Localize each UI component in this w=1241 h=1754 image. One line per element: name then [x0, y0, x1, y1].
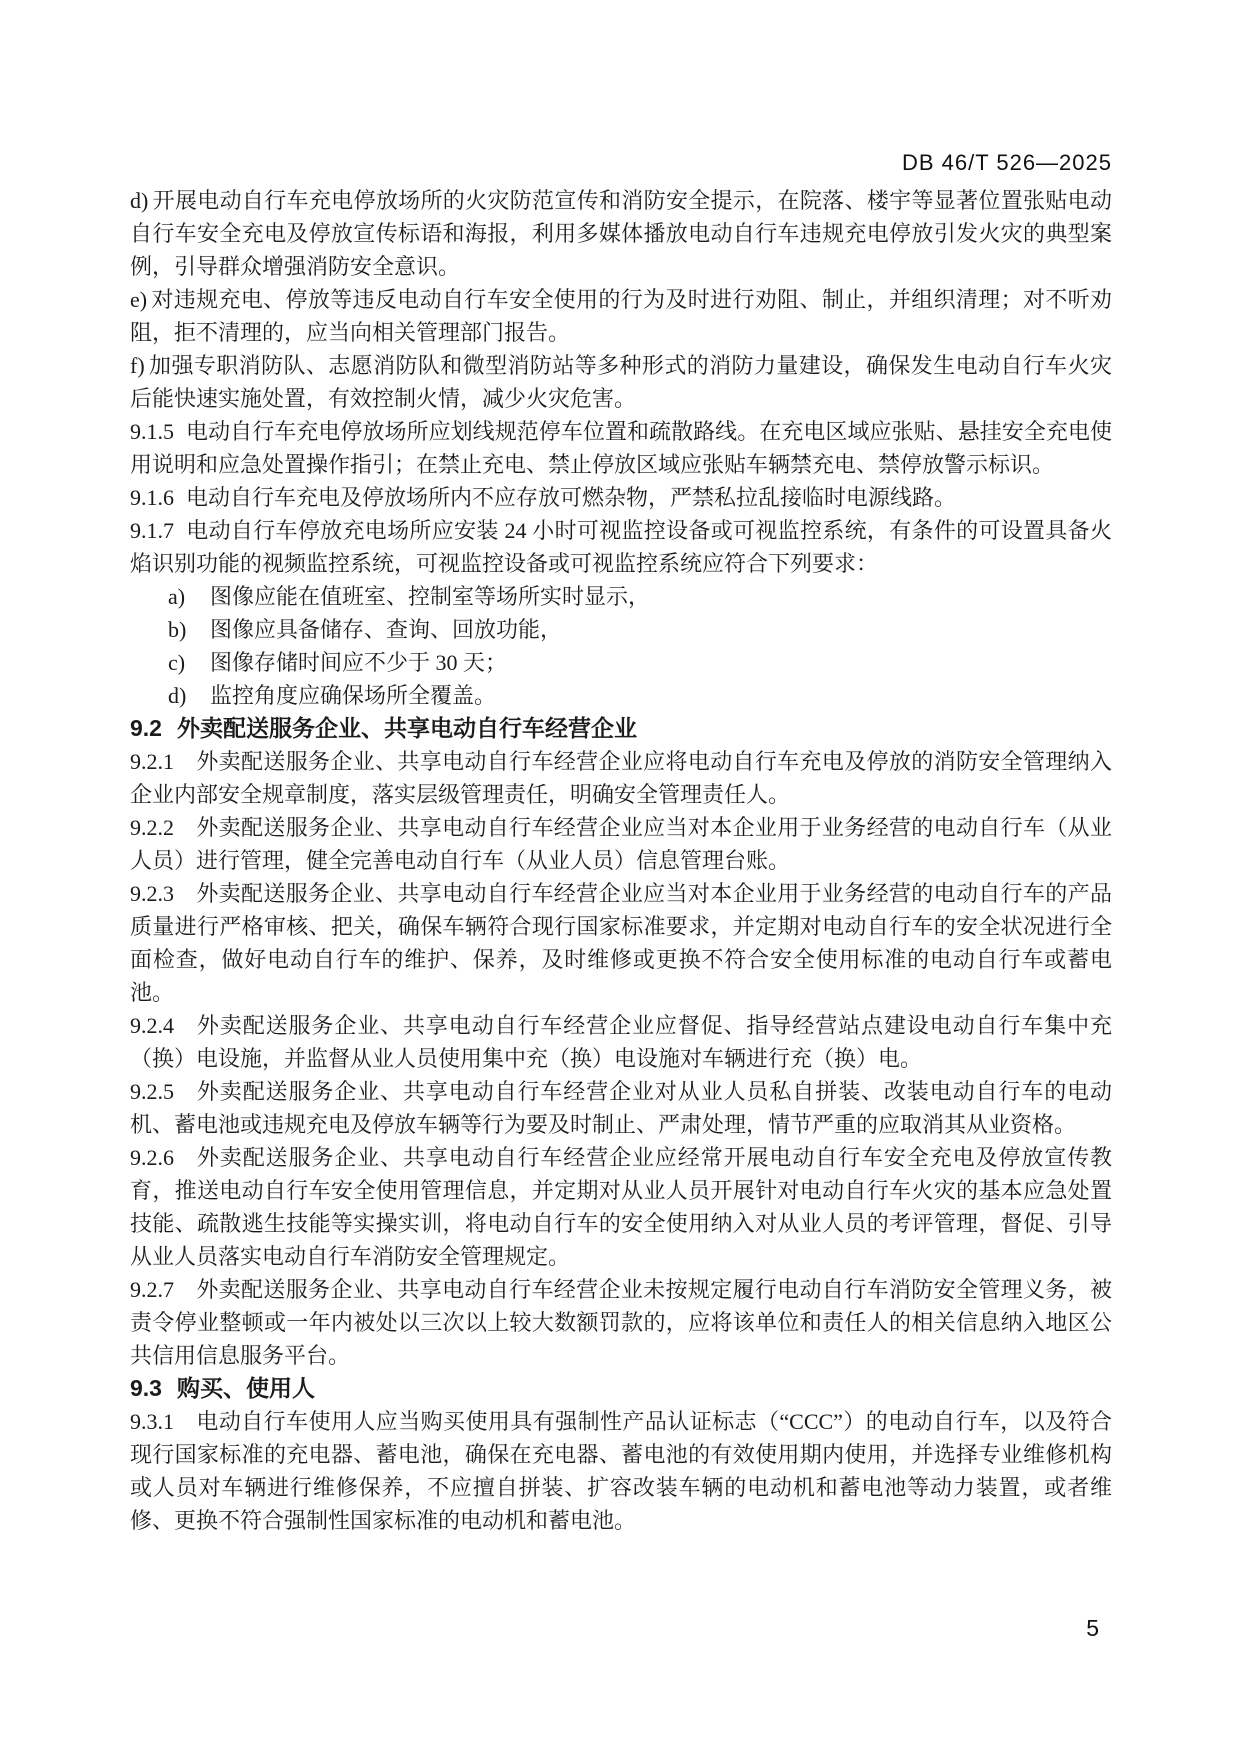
- clause-text: 外卖配送服务企业、共享电动自行车经营企业应督促、指导经营站点建设电动自行车集中充（换）电设施，并监督从业人员使用集中充（换）电设施对车辆进行充（换）电。: [130, 1013, 1112, 1071]
- clause-number: 9.2.2: [130, 815, 174, 840]
- clause-text: 外卖配送服务企业、共享电动自行车经营企业应当对本企业用于业务经营的电动自行车（从业人员）进行管理，健全完善电动自行车（从业人员）信息管理台账。: [130, 815, 1112, 873]
- clause-text: 外卖配送服务企业、共享电动自行车经营企业应当对本企业用于业务经营的电动自行车的产品质量进行严格审核、把关，确保车辆符合现行国家标准要求，并定期对电动自行车的安全状况进行全面检查，做好电动自行车的维护、保养，及时维修或更换不符合安全使用标准的电动自行车或蓄电池。: [130, 881, 1112, 1005]
- clause-number: 9.2.1: [130, 749, 174, 774]
- list-item-text: 图像存储时间应不少于 30 天；: [210, 650, 508, 675]
- clause-9-2-4: [130, 1009, 1112, 1075]
- lettered-paragraph-d: [130, 184, 1112, 283]
- clause-9-2-3: [130, 877, 1112, 1009]
- clause-9-1-6: [130, 481, 1112, 514]
- clause-9-2-1: [130, 745, 1112, 811]
- lettered-paragraph-e: [130, 283, 1112, 349]
- list-letter-label: c): [168, 650, 186, 675]
- section-number: 9.2: [130, 715, 162, 741]
- clause-text: 外卖配送服务企业、共享电动自行车经营企业对从业人员私自拼装、改装电动自行车的电动机、蓄电池或违规充电及停放车辆等行为要及时制止、严肃处理，情节严重的应取消其从业资格。: [130, 1079, 1112, 1137]
- clause-number: 9.2.7: [130, 1277, 174, 1302]
- clause-9-3-1: [130, 1405, 1112, 1537]
- list-letter-label: a): [168, 584, 186, 609]
- list-letter-label: f): [130, 353, 145, 378]
- section-title: 外卖配送服务企业、共享电动自行车经营企业: [176, 715, 637, 741]
- clause-9-1-7: [130, 514, 1112, 580]
- paragraph-text: 加强专职消防队、志愿消防队和微型消防站等多种形式的消防力量建设，确保发生电动自行车火灾后能快速实施处置，有效控制火情，减少火灾危害。: [130, 353, 1112, 411]
- clause-number: 9.1.6: [130, 485, 174, 510]
- clause-9-2-5: [130, 1075, 1112, 1141]
- list-letter-label: e): [130, 287, 148, 312]
- section-number: 9.3: [130, 1375, 162, 1401]
- list-letter-label: d): [130, 188, 149, 213]
- monitor-requirements-list: [130, 580, 1112, 712]
- clause-9-1-5: [130, 415, 1112, 481]
- lettered-paragraph-f: [130, 349, 1112, 415]
- list-item: [130, 646, 1112, 679]
- clause-text: 电动自行车充电及停放场所内不应存放可燃杂物，严禁私拉乱接临时电源线路。: [186, 485, 957, 510]
- list-item: [130, 679, 1112, 712]
- clause-text: 电动自行车停放充电场所应安装 24 小时可视监控设备或可视监控系统，有条件的可设置具备火焰识别功能的视频监控系统，可视监控设备或可视监控系统应符合下列要求：: [130, 518, 1112, 576]
- list-item-text: 图像应能在值班室、控制室等场所实时显示，: [210, 584, 651, 609]
- section-heading-9-2: [130, 712, 1112, 745]
- clause-9-2-2: [130, 811, 1112, 877]
- clause-number: 9.2.3: [130, 881, 174, 906]
- clause-number: 9.2.5: [130, 1079, 174, 1104]
- clause-9-2-6: [130, 1141, 1112, 1273]
- page-number: 5: [1086, 1615, 1099, 1641]
- paragraph-text: 开展电动自行车充电停放场所的火灾防范宣传和消防安全提示，在院落、楼宇等显著位置张贴电动自行车安全充电及停放宣传标语和海报，利用多媒体播放电动自行车违规充电停放引发火灾的典型案例，引导群众增强消防安全意识。: [130, 188, 1112, 279]
- list-letter-label: b): [168, 617, 187, 642]
- clause-number: 9.3.1: [130, 1409, 174, 1434]
- document-header-code: DB 46/T 526—2025: [901, 150, 1112, 175]
- list-letter-label: d): [168, 683, 187, 708]
- clause-text: 电动自行车充电停放场所应划线规范停车位置和疏散路线。在充电区域应张贴、悬挂安全充电使用说明和应急处置操作指引；在禁止充电、禁止停放区域应张贴车辆禁充电、禁停放警示标识。: [130, 419, 1112, 477]
- list-item-text: 图像应具备储存、查询、回放功能，: [210, 617, 563, 642]
- clause-number: 9.1.7: [130, 518, 174, 543]
- section-heading-9-3: [130, 1372, 1112, 1405]
- clause-text: 外卖配送服务企业、共享电动自行车经营企业应将电动自行车充电及停放的消防安全管理纳入企业内部安全规章制度，落实层级管理责任，明确安全管理责任人。: [130, 749, 1112, 807]
- paragraph-text: 对违规充电、停放等违反电动自行车安全使用的行为及时进行劝阻、制止，并组织清理；对不听劝阻，拒不清理的，应当向相关管理部门报告。: [130, 287, 1112, 345]
- clause-number: 9.2.6: [130, 1145, 174, 1170]
- clause-text: 电动自行车使用人应当购买使用具有强制性产品认证标志（“CCC”）的电动自行车，以及符合现行国家标准的充电器、蓄电池，确保在充电器、蓄电池的有效使用期内使用，并选择专业维修机构或人员对车辆进行维修保养，不应擅自拼装、扩容改装车辆的电动机和蓄电池等动力装置，或者维修、更换不符合强制性国家标准的电动机和蓄电池。: [130, 1409, 1112, 1533]
- clause-9-2-7: [130, 1273, 1112, 1372]
- document-body: [130, 184, 1112, 1537]
- clause-text: 外卖配送服务企业、共享电动自行车经营企业未按规定履行电动自行车消防安全管理义务，被责令停业整顿或一年内被处以三次以上较大数额罚款的，应将该单位和责任人的相关信息纳入地区公共信用信息服务平台。: [130, 1277, 1112, 1368]
- list-item: [130, 580, 1112, 613]
- list-item: [130, 613, 1112, 646]
- clause-number: 9.2.4: [130, 1013, 174, 1038]
- section-title: 购买、使用人: [176, 1375, 315, 1401]
- clause-text: 外卖配送服务企业、共享电动自行车经营企业应经常开展电动自行车安全充电及停放宣传教育，推送电动自行车安全使用管理信息，并定期对从业人员开展针对电动自行车火灾的基本应急处置技能、疏散逃生技能等实操实训，将电动自行车的安全使用纳入对从业人员的考评管理，督促、引导从业人员落实电动自行车消防安全管理规定。: [130, 1145, 1112, 1269]
- list-item-text: 监控角度应确保场所全覆盖。: [210, 683, 497, 708]
- clause-number: 9.1.5: [130, 419, 174, 444]
